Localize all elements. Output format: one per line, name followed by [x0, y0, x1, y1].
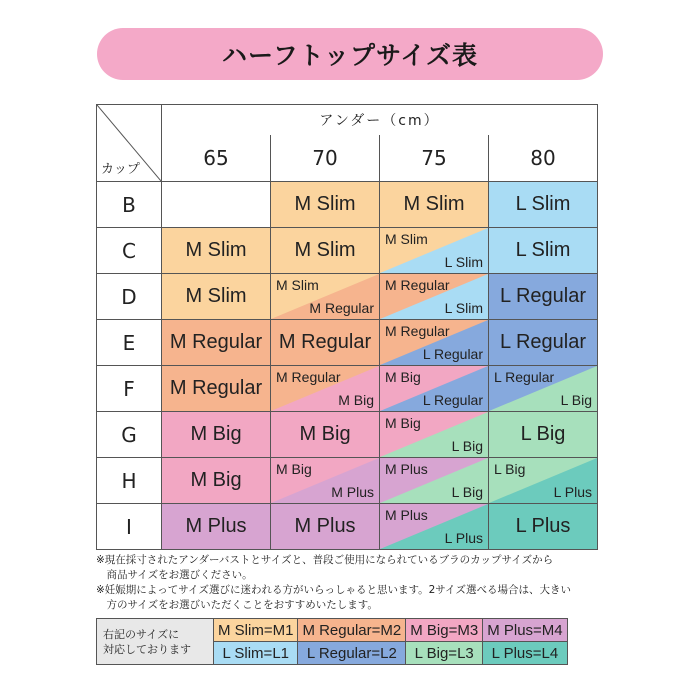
- cup-axis-label: カップ: [101, 162, 140, 177]
- notes: [96, 553, 606, 613]
- note-line: ※現在採寸されたアンダーバストとサイズと、普段ご使用になられているブラのカップサイズから: [96, 554, 554, 566]
- note-line: 商品サイズをお選びください。: [96, 569, 253, 581]
- size-label: L Big: [520, 423, 566, 445]
- size-label: M Big: [190, 423, 242, 445]
- size-label-primary: L Regular: [494, 369, 555, 385]
- size-cell: [380, 412, 489, 458]
- size-label-primary: M Regular: [276, 369, 341, 385]
- size-row: [97, 228, 598, 274]
- size-cell: [489, 366, 598, 412]
- size-label: M Big: [299, 423, 351, 445]
- legend-item: M Regular=M2: [298, 619, 406, 642]
- size-label-primary: L Big: [494, 461, 526, 477]
- size-cell: [489, 274, 598, 320]
- title-banner: [97, 28, 603, 80]
- cup-row-header: I: [97, 504, 162, 550]
- legend-item: L Big=L3: [406, 642, 483, 665]
- cup-row-header: G: [97, 412, 162, 458]
- page-title: ハーフトップサイズ表: [221, 41, 478, 70]
- column-header: 65: [162, 135, 271, 182]
- size-label-secondary: L Slim: [444, 254, 483, 270]
- size-cell: [271, 366, 380, 412]
- size-cell: [380, 274, 489, 320]
- size-cell: [162, 182, 271, 228]
- size-cell: [162, 504, 271, 550]
- size-label: M Big: [190, 469, 242, 491]
- cup-row-header: D: [97, 274, 162, 320]
- size-cell: [380, 228, 489, 274]
- size-label-secondary: L Regular: [422, 392, 483, 408]
- size-label-secondary: L Plus: [553, 484, 592, 500]
- legend-item: M Plus=M4: [483, 619, 567, 642]
- note-line: ※妊娠期によってサイズ選びに迷われる方がいらっしゃると思います。2サイズ選べる場合は、大きい: [96, 584, 571, 596]
- cup-row-header: C: [97, 228, 162, 274]
- size-row: [97, 504, 598, 550]
- size-row: [97, 366, 598, 412]
- size-cell: [162, 274, 271, 320]
- size-label-secondary: L Regular: [422, 346, 483, 362]
- size-label-primary: M Slim: [385, 231, 428, 247]
- legend-item: M Big=M3: [406, 619, 483, 642]
- size-label-primary: M Big: [385, 415, 421, 431]
- size-label: L Regular: [500, 285, 586, 307]
- corner-header: [97, 105, 162, 182]
- size-label: L Plus: [515, 515, 571, 537]
- size-cell: [162, 458, 271, 504]
- size-cell: [271, 274, 380, 320]
- size-label-secondary: L Big: [560, 392, 592, 408]
- legend-item: M Slim=M1: [214, 619, 298, 642]
- size-cell: [271, 458, 380, 504]
- under-axis-label: アンダー（cm）: [162, 105, 598, 136]
- size-legend: [96, 618, 568, 665]
- legend-note-line: 対応しております: [103, 642, 191, 656]
- size-label-secondary: L Slim: [444, 300, 483, 316]
- cup-row-header: F: [97, 366, 162, 412]
- size-row: [97, 458, 598, 504]
- size-label-primary: M Regular: [385, 323, 450, 339]
- size-label: L Regular: [500, 331, 586, 353]
- size-label-secondary: L Plus: [444, 530, 483, 546]
- size-cell: [380, 182, 489, 228]
- size-label: M Slim: [185, 285, 247, 307]
- cup-row-header: E: [97, 320, 162, 366]
- size-row: [97, 182, 598, 228]
- size-row: [97, 274, 598, 320]
- size-label-primary: M Plus: [385, 461, 428, 477]
- note-line: 方のサイズをお選びいただくことをおすすめいたします。: [96, 599, 378, 611]
- legend-note-line: 右記のサイズに: [103, 627, 180, 641]
- size-cell: [162, 366, 271, 412]
- size-cell: [162, 320, 271, 366]
- size-cell: [271, 182, 380, 228]
- size-label: M Regular: [278, 331, 372, 353]
- size-cell: [489, 320, 598, 366]
- size-cell: [489, 228, 598, 274]
- size-label: L Slim: [515, 239, 571, 261]
- size-label-secondary: L Big: [451, 484, 483, 500]
- size-cell: [489, 182, 598, 228]
- size-cell: [489, 504, 598, 550]
- legend-note: [97, 619, 214, 665]
- size-cell: [271, 412, 380, 458]
- size-cell: [380, 320, 489, 366]
- size-table: [96, 104, 598, 550]
- legend-item: L Plus=L4: [483, 642, 567, 665]
- size-label: M Regular: [169, 377, 263, 399]
- size-label: M Slim: [185, 239, 247, 261]
- size-label-primary: M Big: [385, 369, 421, 385]
- legend-item: L Slim=L1: [214, 642, 298, 665]
- size-label: M Slim: [294, 193, 356, 215]
- size-label-primary: M Plus: [385, 507, 428, 523]
- size-cell: [380, 366, 489, 412]
- size-cell: [489, 412, 598, 458]
- column-header: 80: [489, 135, 598, 182]
- size-label-secondary: L Big: [451, 438, 483, 454]
- size-cell: [271, 228, 380, 274]
- size-label: L Slim: [515, 193, 571, 215]
- size-label-primary: M Slim: [276, 277, 319, 293]
- size-cell: [162, 228, 271, 274]
- size-label-secondary: M Big: [338, 392, 374, 408]
- size-row: [97, 320, 598, 366]
- size-cell: [380, 458, 489, 504]
- size-row: [97, 412, 598, 458]
- size-label: M Plus: [294, 515, 356, 537]
- column-header: 70: [271, 135, 380, 182]
- legend-item: L Regular=L2: [298, 642, 406, 665]
- size-label: M Slim: [403, 193, 465, 215]
- size-cell: [271, 320, 380, 366]
- size-label: M Plus: [185, 515, 247, 537]
- size-label-secondary: M Plus: [331, 484, 374, 500]
- size-cell: [162, 412, 271, 458]
- cup-row-header: B: [97, 182, 162, 228]
- size-cell: [380, 504, 489, 550]
- size-label-secondary: M Regular: [309, 300, 374, 316]
- size-cell: [271, 504, 380, 550]
- size-cell: [489, 458, 598, 504]
- size-label: M Regular: [169, 331, 263, 353]
- size-label-primary: M Regular: [385, 277, 450, 293]
- size-label-primary: M Big: [276, 461, 312, 477]
- size-label: M Slim: [294, 239, 356, 261]
- column-header: 75: [380, 135, 489, 182]
- cup-row-header: H: [97, 458, 162, 504]
